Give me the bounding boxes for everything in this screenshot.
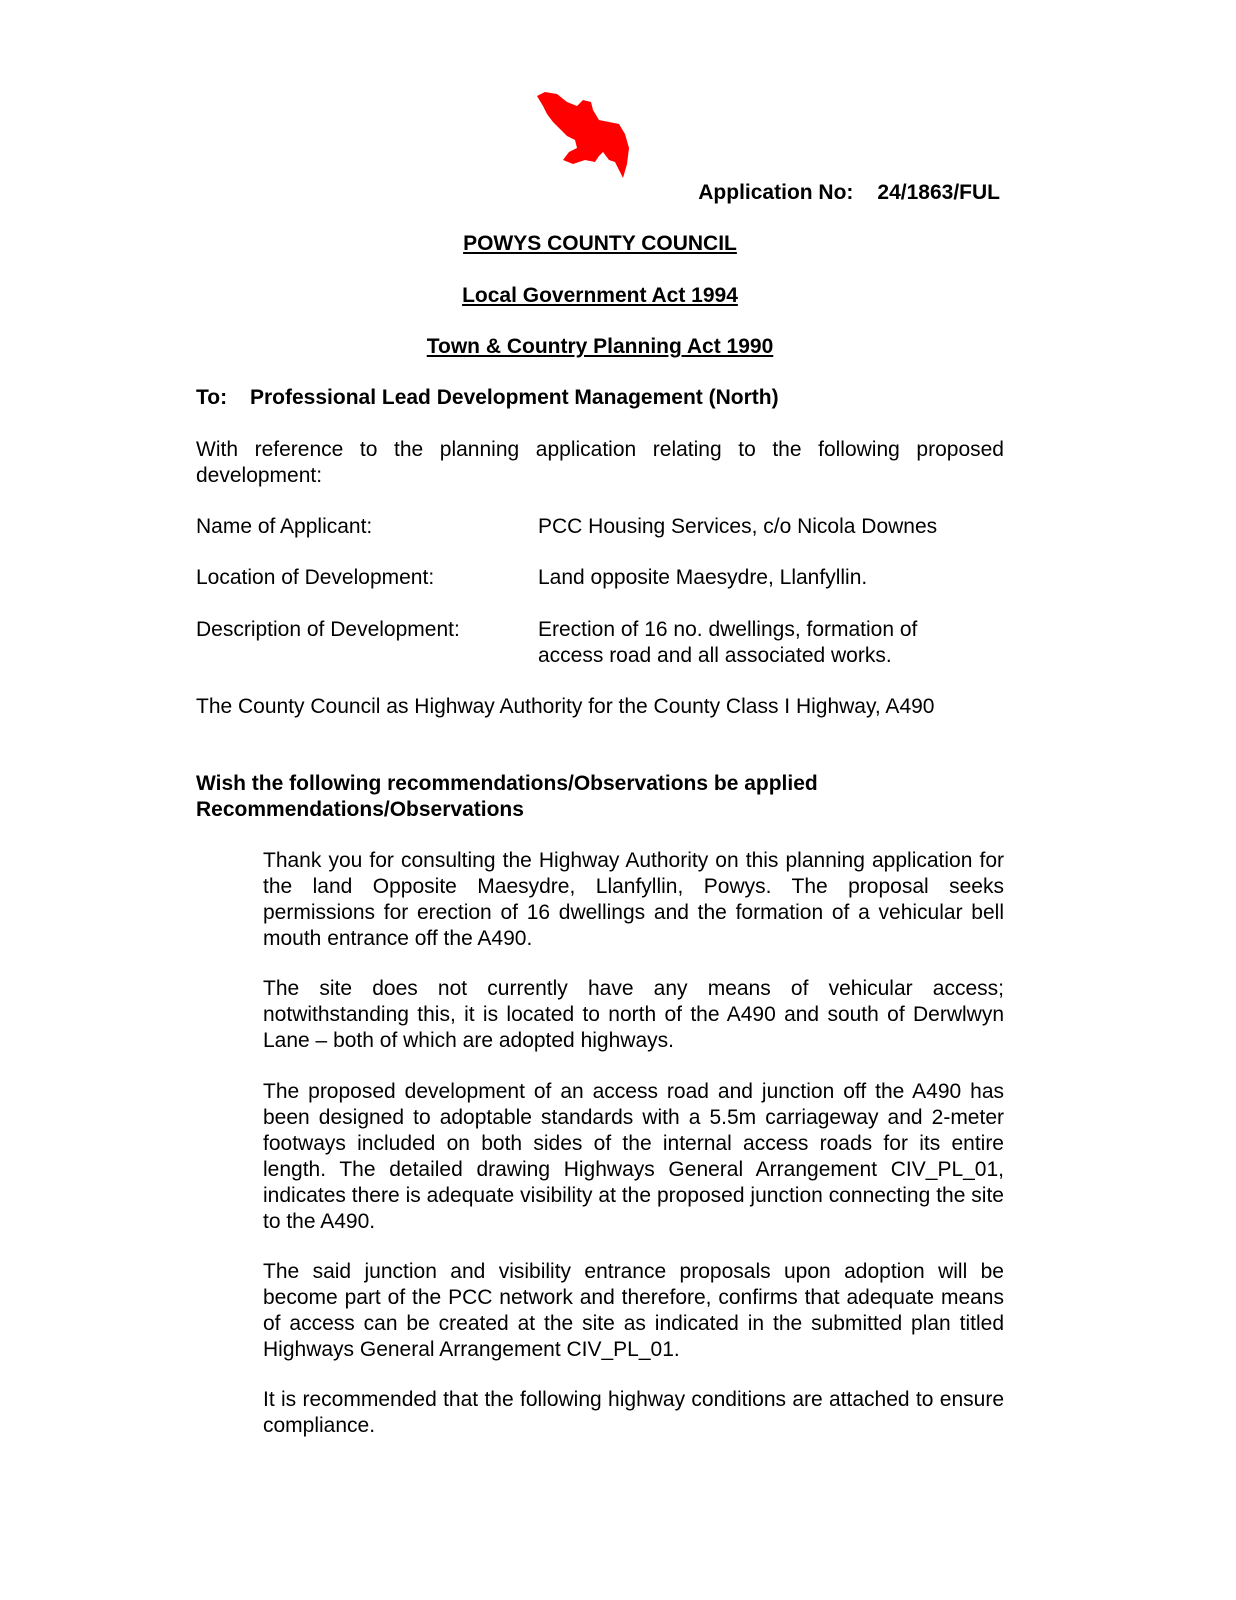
recipient-name: Professional Lead Development Management (North) — [250, 386, 779, 409]
council-logo — [537, 90, 633, 182]
paragraph: The site does not currently have any means of vehicular access; notwithstanding this, it is located to north of the A490 and south of Derwlwyn Lane – both of which are adopted highways. — [263, 977, 1004, 1052]
paragraph: Thank you for consulting the Highway Authority on this planning application for the land Opposite Maesydre, Llanfyllin, Powys. The proposal seeks permissions for erection of 16 dwellings and the formation of a vehicular bell mouth entrance off the A490. — [263, 849, 1004, 950]
field-description — [196, 617, 1004, 669]
recommendation-heading-line1: Wish the following recommendations/Observations be applied — [196, 772, 818, 795]
act-title-1994: Local Government Act 1994 — [462, 284, 738, 307]
application-number-line — [698, 180, 1000, 206]
field-value: PCC Housing Services, c/o Nicola Downes — [538, 515, 938, 538]
paragraph: It is recommended that the following highway conditions are attached to ensure compliance. — [263, 1388, 1004, 1437]
authority-statement: The County Council as Highway Authority for the County Class I Highway, A490 — [196, 695, 935, 718]
field-value: Erection of 16 no. dwellings, formation of access road and all associated works. — [538, 618, 918, 667]
recommendation-heading-line2: Recommendations/Observations — [196, 798, 524, 821]
field-location — [196, 565, 1004, 591]
recommendation-heading — [196, 771, 1004, 823]
act-title-1990: Town & Country Planning Act 1990 — [426, 335, 774, 358]
field-value: Land opposite Maesydre, Llanfyllin. — [538, 566, 868, 589]
field-label: Name of Applicant: — [196, 515, 373, 538]
recipient-label: To: — [196, 386, 228, 409]
field-label: Location of Development: — [196, 566, 435, 589]
recipient-line — [196, 385, 1004, 411]
application-number: 24/1863/FUL — [877, 181, 1000, 204]
red-kite-icon — [537, 90, 633, 182]
intro-text: With reference to the planning application relating to the following proposed development: — [196, 438, 1004, 487]
paragraph: The said junction and visibility entrance proposals upon adoption will be become part of the PCC network and therefore, confirms that adequate means of access can be created at the site as indicated in the submitted plan titled Highways General Arrangement CIV_PL_01. — [263, 1260, 1004, 1361]
field-applicant — [196, 514, 1004, 540]
application-label: Application No: — [698, 181, 854, 204]
council-title: POWYS COUNTY COUNCIL — [463, 232, 737, 255]
field-label: Description of Development: — [196, 618, 460, 641]
paragraph: The proposed development of an access road and junction off the A490 has been designed to adoptable standards with a 5.5m carriageway and 2-meter footways included on both sides of the internal access roads for its entire length. The detailed drawing Highways General Arrangement CIV_PL_01, indicates there is adequate visibility at the proposed junction connecting the site to the A490. — [263, 1080, 1004, 1233]
